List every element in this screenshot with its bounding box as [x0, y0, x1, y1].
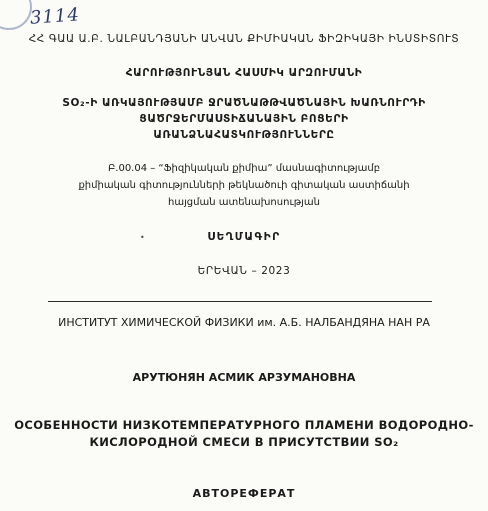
armenian-specialty-line: հայցման ատենախոսության: [168, 197, 320, 208]
armenian-author-name: ՀԱՐՈՒԹՅՈՒՆՅԱՆ ՀԱՍՄԻԿ ԱՐԶՈՒՄԱՆԻ: [125, 67, 363, 79]
separator-line: [48, 301, 432, 302]
armenian-specialty-line: քիմիական գիտությունների թեկնածուի գիտական աստիճանի: [78, 180, 410, 191]
russian-abstract-label: АВТОРЕФЕРАТ: [192, 487, 296, 500]
russian-title-line: ОСОБЕННОСТИ НИЗКОТЕМПЕРАТУРНОГО ПЛАМЕНИ ВОДОРОДНО-: [14, 418, 474, 432]
ink-speck: •: [140, 233, 145, 242]
armenian-specialty-line: Բ.00.04 – “Ֆիզիկական քիմիա” մասնագիտությամբ: [107, 163, 381, 174]
russian-author-name: АРУТЮНЯН АСМИК АРЗУМАНОВНА: [132, 371, 356, 384]
armenian-city-year: ԵՐԵՎԱՆ – 2023: [197, 265, 291, 277]
armenian-title-line: ԱՌԱՆՁՆԱՀԱՏԿՈՒԹՅՈՒՆՆԵՐԸ: [153, 129, 335, 141]
armenian-abstract-label: ՍԵՂՄԱԳԻՐ: [207, 231, 281, 243]
armenian-title-line: ՑԱԾՐՋԵՐՄԱՍՏԻՃԱՆԱՅԻՆ ԲՈՑԵՐԻ: [139, 113, 349, 125]
russian-institute-name: ИНСТИТУТ ХИМИЧЕСКОЙ ФИЗИКИ им. А.Б. НАЛБАНДЯНА НАН РА: [58, 316, 430, 329]
handwritten-number: 3114: [29, 4, 81, 29]
armenian-title-line: SO₂-Ի ԱՌԿԱՅՈՒԹՅԱՄԲ ՋՐԱԾՆԱԹԹՎԱԾՆԱՅԻՆ ԽԱՌՆՈՒՐԴԻ: [62, 97, 426, 109]
russian-title-line: КИСЛОРОДНОЙ СМЕСИ В ПРИСУТСТВИИ SO₂: [89, 435, 399, 449]
armenian-institute-name: ՀՀ ԳԱԱ Ա.Բ. ՆԱԼԲԱՆԴՅԱՆԻ ԱՆՎԱՆ ՔԻՄԻԱԿԱՆ ՖԻԶԻԿԱՅԻ ԻՆՍՏԻՏՈՒՏ: [28, 33, 460, 45]
stamp-mark: [0, 0, 32, 30]
